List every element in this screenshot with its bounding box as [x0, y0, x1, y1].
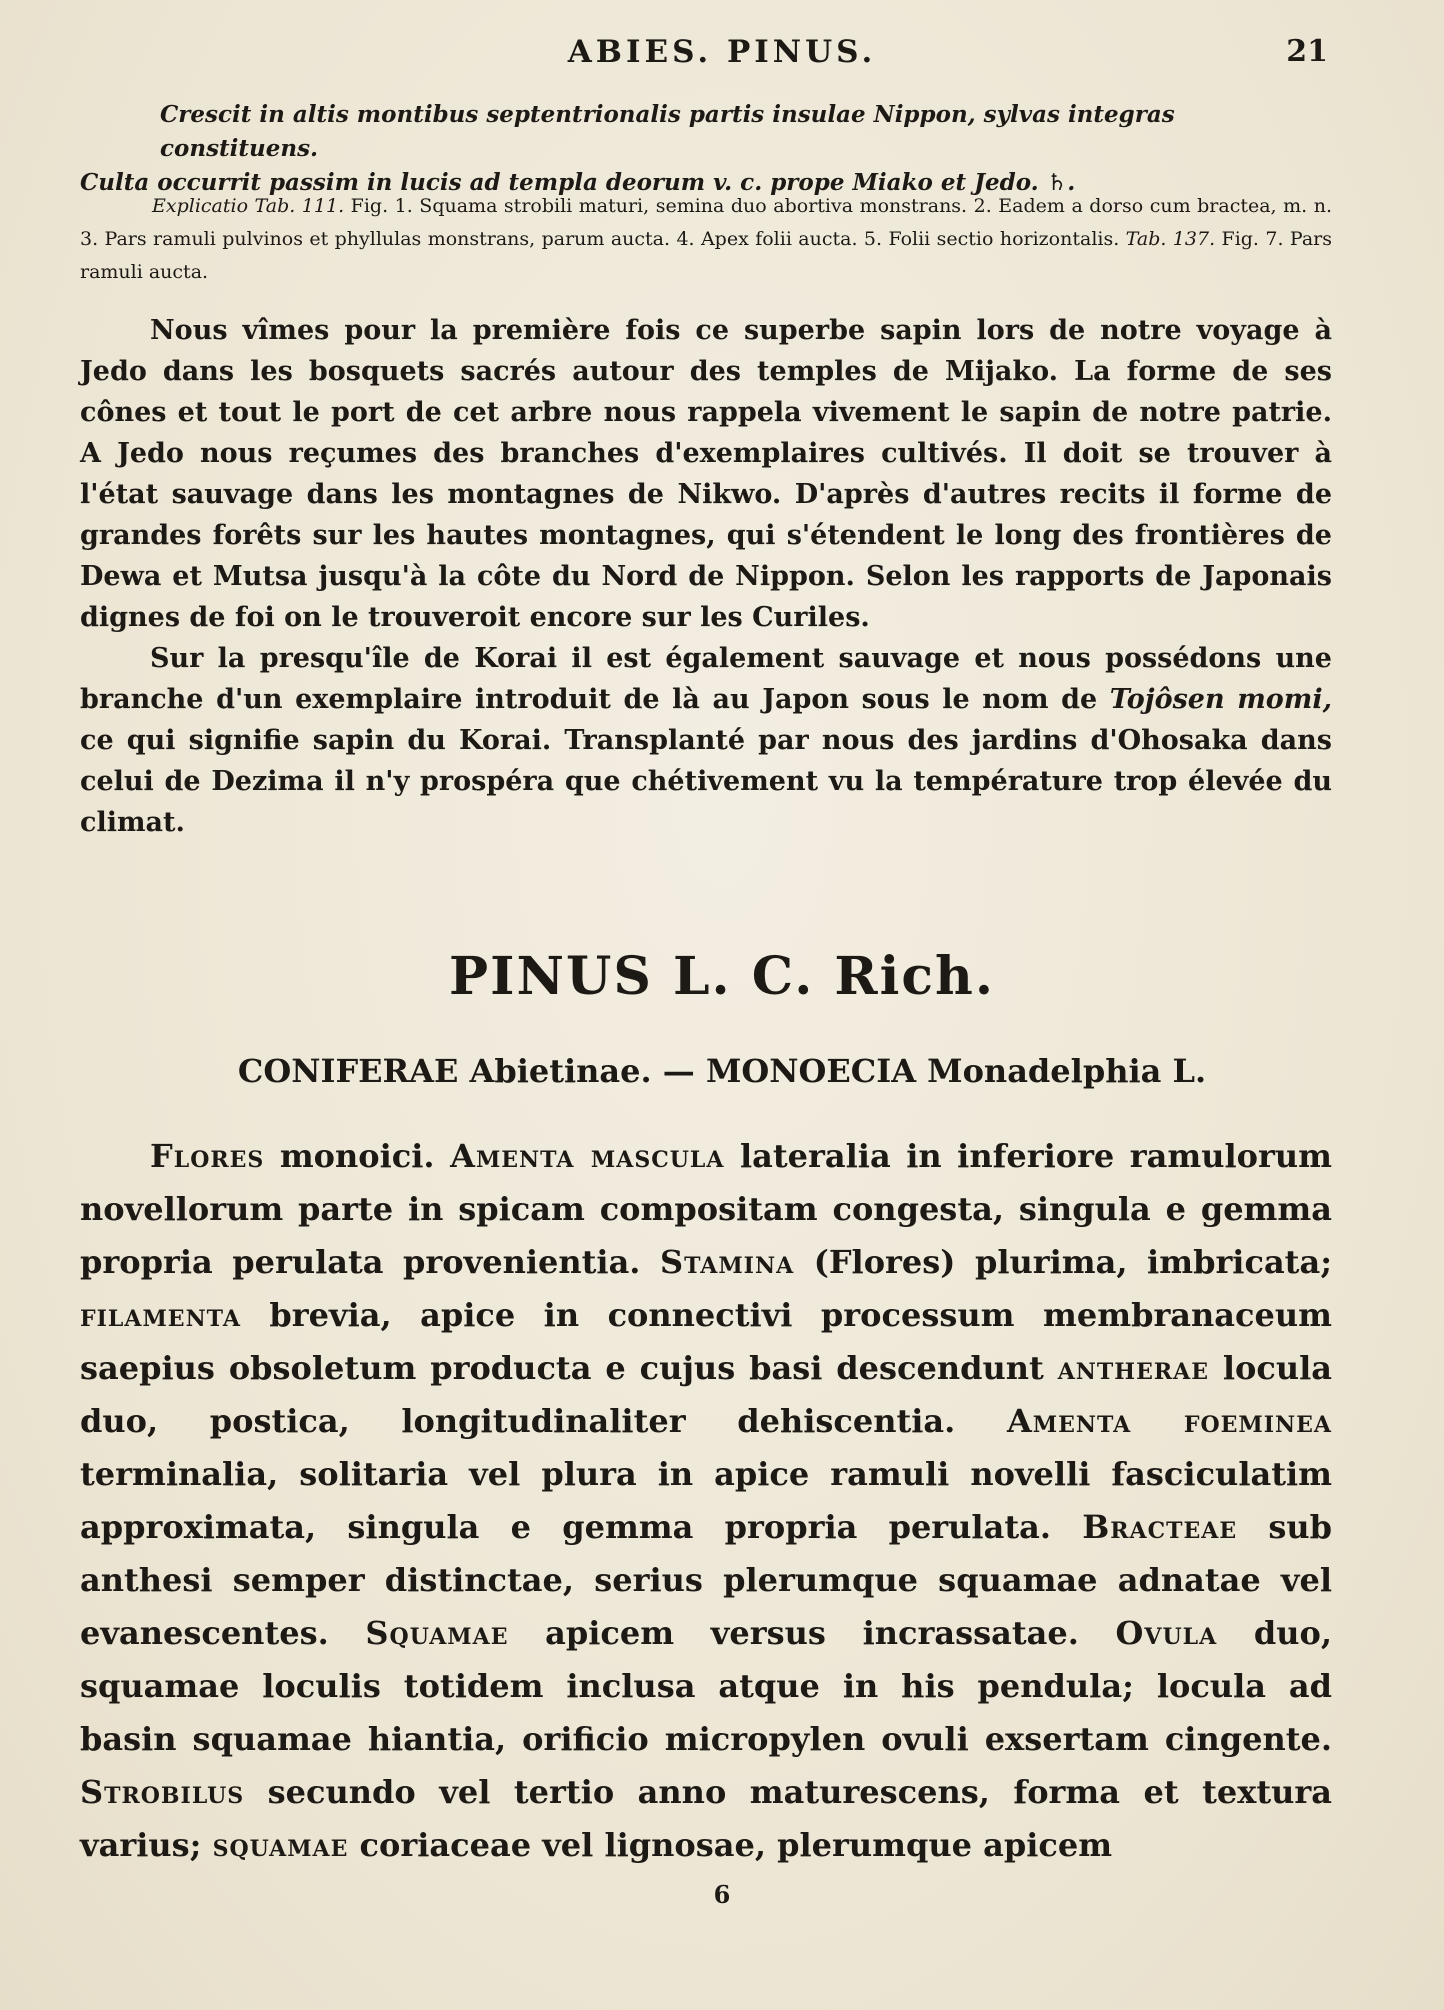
french-paragraph-1: Nous vîmes pour la première fois ce superbe sapin lors de notre voyage à Jedo dans les bosquets sacrés autour des temples de Mijako. La forme de ses cônes et tout le port de cet arbre nous rappela vivement le sapin de notre patrie. A Jedo nous reçumes des branches d'exemplaires cultivés. Il doit se trouver à l'état sauvage dans les montagnes de Nikwo. D'après d'autres recits il forme de grandes forêts sur les hautes montagnes, qui s'étendent le long des frontières de Dewa et Mutsa jusqu'à la côte du Nord de Nippon. Selon les rapports de Japonais dignes de foi on le trouveroit encore sur les Curiles.	[80, 315, 1332, 633]
family-classification: CONIFERAE Abietinae. — MONOECIA Monadelphia L.	[237, 1052, 1207, 1090]
explicatio-label-2: Tab. 137.	[1125, 228, 1216, 250]
explicatio-text-2: Fig. 7. Pars ramuli aucta.	[80, 228, 1332, 283]
explicatio-text-1: Fig. 1. Squama strobili maturi, semina duo abortiva monstrans. 2. Eadem a dorso cum bractea, m. n. 3. Pars ramuli pulvinos et phyllulas monstrans, parum aucta. 4. Apex folii aucta. 5. Folii sectio horizontalis.	[80, 195, 1332, 250]
page-header	[0, 34, 1444, 74]
explicatio-label: Explicatio Tab. 111.	[152, 195, 345, 217]
description-paragraph: Flores monoici. Amenta mascula lateralia in inferiore ramulorum novellorum parte in spicam compositam congesta, singula e gemma propria perulata provenientia. Stamina (Flores) plurima, imbricata; filamenta brevia, apice in connectivi processum membranaceum saepius obsoletum producta e cujus basi descendunt antherae locula duo, postica, longitudinaliter dehiscentia. Amenta foeminea terminalia, solitaria vel plura in apice ramuli novelli fasciculatim approximata, singula e gemma propria perulata. Bracteae sub anthesi semper distinctae, serius plerumque squamae adnatae vel evanescentes. Squamae apicem versus incrassatae. Ovula duo, squamae loculis totidem inclusa atque in his pendula; locula ad basin squamae hiantia, orificio micropylen ovuli exsertam cingente. Strobilus secundo vel tertio anno maturescens, forma et textura varius; squamae coriaceae vel lignosae, plerumque apicem	[80, 1137, 1333, 1864]
genus-description	[80, 1130, 1332, 1872]
french-commentary	[80, 310, 1332, 843]
page-number: 21	[1286, 34, 1328, 69]
latin-habitat-note	[80, 98, 1332, 200]
running-title: ABIES. PINUS.	[567, 34, 877, 70]
latin-line-2: Culta occurrit passim in lucis ad templa deorum v. c. prope Miako et Jedo. ♄.	[80, 169, 1076, 196]
french-paragraph-2: Sur la presqu'île de Korai il est également sauvage et nous possédons une branche d'un exemplaire introduit de là au Japon sous le nom de Tojôsen momi, ce qui signifie sapin du Korai. Transplanté par nous des jardins d'Ohosaka dans celui de Dezima il n'y prospéra que chétivement vu la température trop élevée du climat.	[80, 643, 1332, 838]
japanese-name: Tojôsen momi,	[1109, 684, 1332, 715]
printer-signature: 6	[713, 1880, 731, 1909]
plate-explanation	[80, 190, 1332, 289]
latin-line-1: Crescit in altis montibus septentrionalis partis insulae Nippon, sylvas integras constituens.	[160, 101, 1175, 162]
genus-heading: PINUS L. C. Rich.	[449, 946, 995, 1007]
